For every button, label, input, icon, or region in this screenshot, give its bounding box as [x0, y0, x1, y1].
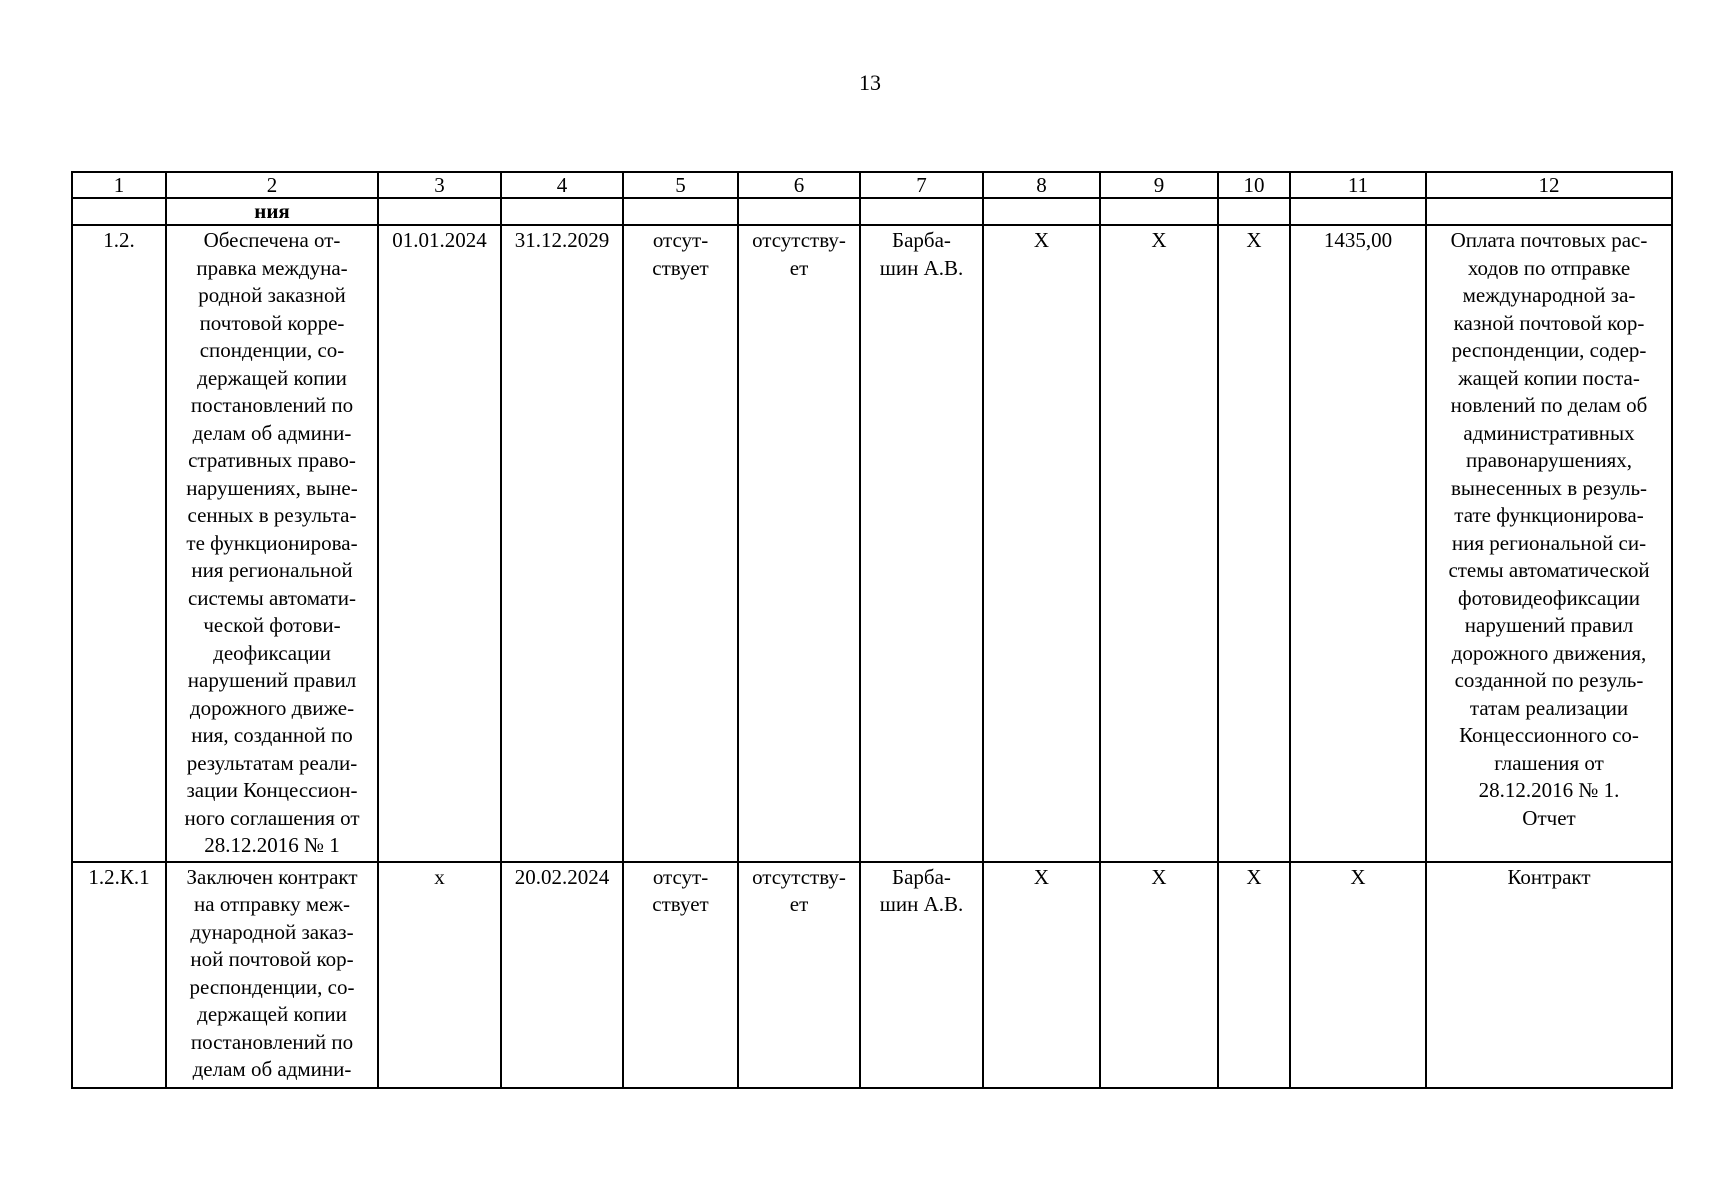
continuation-cell — [378, 198, 501, 225]
description-line: держащей копии — [197, 1002, 347, 1026]
cell-line: ет — [789, 255, 809, 280]
continuation-cell — [1218, 198, 1290, 225]
description-line: те функционирова- — [186, 530, 358, 555]
description-line: дорожного движе- — [189, 695, 355, 720]
result-line: глашения от — [1494, 750, 1604, 775]
column-number-row — [72, 172, 1672, 198]
description-line: ния, созданной по — [191, 723, 353, 747]
continuation-row — [72, 198, 1672, 225]
description-line: ния региональной — [191, 558, 353, 582]
continuation-cell — [1100, 198, 1218, 225]
table-row — [72, 225, 1672, 862]
description-line: ного соглашения от — [184, 805, 360, 830]
cell-line: Барба- — [892, 228, 951, 252]
table-row — [72, 862, 1672, 1088]
result-line: 28.12.2016 № 1. — [1478, 778, 1620, 802]
column-number: 8 — [983, 172, 1100, 198]
column-number: 6 — [738, 172, 860, 198]
result-line: Отчет — [1522, 805, 1576, 830]
column-number: 11 — [1290, 172, 1426, 198]
continuation-cell — [860, 198, 983, 225]
description-line: постановлений по — [190, 393, 354, 417]
col5-cell — [623, 862, 738, 1088]
amount-cell: 1435,00 — [1290, 225, 1426, 862]
col6-cell — [738, 862, 860, 1088]
description-line: Обеспечена от- — [203, 228, 341, 252]
result-line: вынесенных в резуль- — [1450, 475, 1648, 500]
result-line: казной почтовой кор- — [1453, 310, 1645, 335]
description-line: нарушениях, выне- — [186, 475, 358, 500]
column-number: 1 — [72, 172, 166, 198]
description-line: делам об админи- — [192, 420, 352, 445]
description-line: респонденции, со- — [189, 974, 355, 999]
column-number: 2 — [166, 172, 378, 198]
description-line: родной заказной — [198, 283, 346, 307]
start-date: 01.01.2024 — [378, 225, 501, 862]
description-line: на отправку меж- — [194, 892, 350, 916]
description-line: дународной заказ- — [190, 919, 354, 944]
result-line: дорожного движения, — [1451, 640, 1647, 665]
result-line: татам реализации — [1469, 695, 1629, 720]
item-number: 1.2. — [72, 225, 166, 862]
cell-line: Барба- — [892, 864, 951, 889]
result-line: созданной по резуль- — [1454, 668, 1644, 692]
description-line: правка междуна- — [196, 255, 348, 280]
description-line: системы автомати- — [187, 585, 357, 610]
result-line: Контракт — [1507, 864, 1591, 889]
cell-line: отсут- — [652, 864, 709, 889]
page-number: 13 — [859, 70, 881, 95]
result-line: административных — [1463, 420, 1635, 445]
description-line: Заключен контракт — [186, 864, 358, 889]
description-line: делам об админи- — [192, 1057, 352, 1081]
column-number: 9 — [1100, 172, 1218, 198]
cell-line: отсутству- — [752, 864, 846, 889]
col8-cell: X — [983, 862, 1100, 1088]
result-line: тате функционирова- — [1454, 503, 1644, 527]
description-line: держащей копии — [197, 365, 347, 390]
result-line: нарушений правил — [1464, 613, 1634, 637]
description-line: сенных в результа- — [187, 503, 357, 527]
column-number: 12 — [1426, 172, 1672, 198]
result-line: респонденции, содер- — [1451, 338, 1647, 362]
result-line: Концессионного со- — [1459, 723, 1639, 747]
result-description — [1426, 862, 1672, 1088]
description-line: деофиксации — [213, 640, 331, 665]
description-line: результатам реали- — [186, 750, 358, 775]
item-number: 1.2.К.1 — [72, 862, 166, 1088]
responsible-person — [860, 862, 983, 1088]
cell-line: ствует — [652, 892, 709, 916]
result-line: правонарушениях, — [1466, 448, 1632, 472]
description-line: постановлений по — [190, 1029, 354, 1054]
cell-line: отсут- — [652, 228, 709, 252]
col5-cell — [623, 225, 738, 862]
col10-cell: X — [1218, 225, 1290, 862]
cell-line: ет — [789, 892, 809, 916]
col6-cell — [738, 225, 860, 862]
cell-line: шин А.В. — [879, 255, 964, 280]
result-line: фотовидеофиксации — [1457, 585, 1641, 610]
end-date: 20.02.2024 — [501, 862, 623, 1088]
continuation-cell — [738, 198, 860, 225]
result-description — [1426, 225, 1672, 862]
result-line: стемы автоматической — [1448, 558, 1650, 582]
result-line: Оплата почтовых рас- — [1450, 228, 1648, 252]
cell-line: ствует — [652, 255, 709, 280]
continuation-cell — [72, 198, 166, 225]
result-line: жащей копии поста- — [1458, 365, 1640, 390]
end-date: 31.12.2029 — [501, 225, 623, 862]
continuation-cell — [1290, 198, 1426, 225]
col8-cell: X — [983, 225, 1100, 862]
column-number: 7 — [860, 172, 983, 198]
description-line: ческой фотови- — [203, 613, 341, 637]
description-line: почтовой корре- — [199, 310, 345, 335]
cell-line: отсутству- — [752, 228, 846, 252]
continuation-cell — [1426, 198, 1672, 225]
continuation-cell: ния — [166, 198, 378, 225]
result-line: международной за- — [1462, 283, 1636, 307]
col9-cell: X — [1100, 862, 1218, 1088]
activity-table — [71, 171, 1673, 1089]
cell-line: шин А.В. — [879, 892, 964, 916]
start-date: x — [378, 862, 501, 1088]
continuation-cell — [623, 198, 738, 225]
description-line: 28.12.2016 № 1 — [204, 833, 340, 857]
amount-cell: X — [1290, 862, 1426, 1088]
col9-cell: X — [1100, 225, 1218, 862]
description-line: зации Концессион- — [186, 778, 358, 802]
result-line: ния региональной си- — [1451, 530, 1647, 555]
continuation-cell — [983, 198, 1100, 225]
column-number: 4 — [501, 172, 623, 198]
description-line: спонденции, со- — [199, 338, 345, 362]
column-number: 10 — [1218, 172, 1290, 198]
item-description — [166, 225, 378, 862]
continuation-cell — [501, 198, 623, 225]
description-line: нарушений правил — [187, 668, 357, 692]
column-number: 3 — [378, 172, 501, 198]
responsible-person — [860, 225, 983, 862]
column-number: 5 — [623, 172, 738, 198]
result-line: ходов по отправке — [1467, 255, 1631, 280]
result-line: новлений по делам об — [1450, 393, 1648, 417]
col10-cell: X — [1218, 862, 1290, 1088]
description-line: ной почтовой кор- — [190, 947, 354, 971]
description-line: стративных право- — [188, 448, 356, 472]
item-description — [166, 862, 378, 1088]
